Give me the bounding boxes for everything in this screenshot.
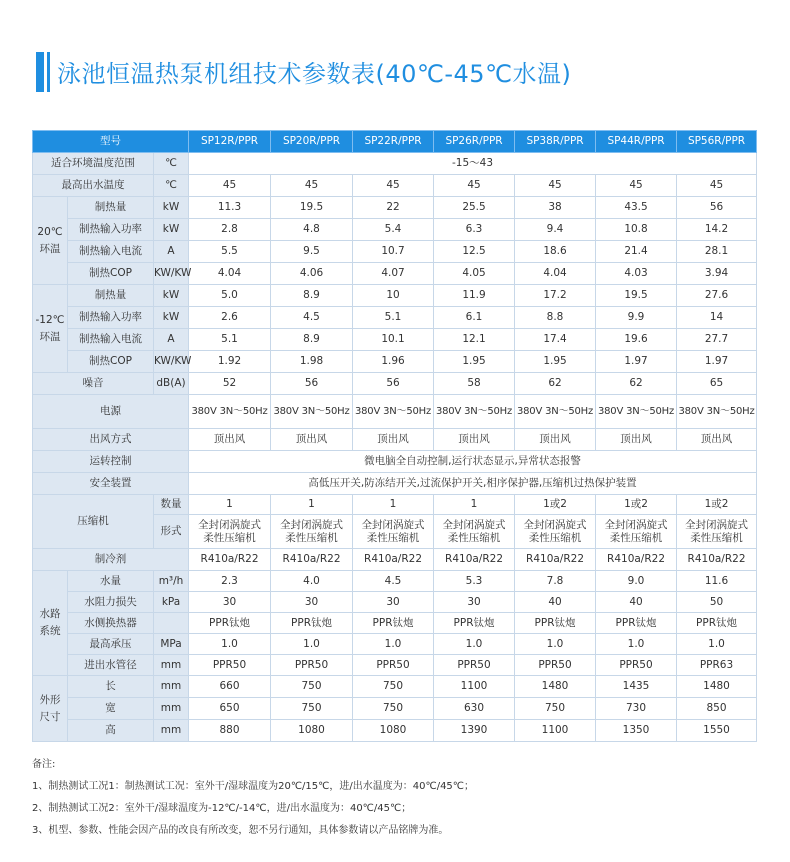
notes: [32, 754, 474, 842]
value-cell: 顶出风: [434, 429, 515, 451]
unit-cell: A: [154, 241, 189, 263]
value-cell: 1.0: [677, 634, 757, 655]
row-label: 最高出水温度: [33, 175, 154, 197]
value-cell: 45: [353, 175, 434, 197]
value-cell: PPR钛炮: [271, 613, 353, 634]
row-label: 制热输入电流: [68, 329, 154, 351]
value-cell: 1100: [515, 720, 596, 742]
water_system-row: [33, 613, 757, 634]
value-cell: 30: [353, 592, 434, 613]
value-cell: 1.98: [271, 351, 353, 373]
dimensions-row: [33, 720, 757, 742]
value-cell: 全封闭涡旋式柔性压缩机: [271, 515, 353, 549]
value-cell: 2.3: [189, 571, 271, 592]
value-cell: 10: [353, 285, 434, 307]
value-cell: 45: [677, 175, 757, 197]
value-cell: 19.6: [596, 329, 677, 351]
water_system-row: [33, 634, 757, 655]
row-label: 出风方式: [33, 429, 189, 451]
value-cell: 2.8: [189, 219, 271, 241]
value-cell: 3.94: [677, 263, 757, 285]
value-cell: 45: [515, 175, 596, 197]
value-cell: 全封闭涡旋式柔性压缩机: [677, 515, 757, 549]
value-cell: 12.5: [434, 241, 515, 263]
water_system-row: [33, 655, 757, 676]
value-cell: 750: [353, 676, 434, 698]
value-cell: 17.4: [515, 329, 596, 351]
value-cell: R410a/R22: [434, 549, 515, 571]
model-name: SP56R/PPR: [677, 131, 757, 153]
row-label: 噪音: [33, 373, 154, 395]
value-cell: 1.0: [434, 634, 515, 655]
value-cell: 50: [677, 592, 757, 613]
value-cell: 1550: [677, 720, 757, 742]
value-cell: 6.3: [434, 219, 515, 241]
value-cell: 11.9: [434, 285, 515, 307]
value-cell: 4.03: [596, 263, 677, 285]
ambient-range-row: [33, 153, 757, 175]
group_m12-row: [33, 351, 757, 373]
value-cell: 1.0: [596, 634, 677, 655]
value-cell: 1100: [434, 676, 515, 698]
value-cell: 9.5: [271, 241, 353, 263]
spec-table-body: [33, 131, 757, 742]
value-cell: 4.5: [353, 571, 434, 592]
value-cell: 1480: [677, 676, 757, 698]
group-label: 20℃ 环温: [33, 197, 68, 285]
group_m12-row: [33, 329, 757, 351]
value-cell: R410a/R22: [353, 549, 434, 571]
value-cell: 30: [271, 592, 353, 613]
group_20-row: [33, 241, 757, 263]
value-cell: 顶出风: [189, 429, 271, 451]
value-cell: 52: [189, 373, 271, 395]
value-cell: 1或2: [677, 495, 757, 515]
row-label: 电源: [33, 395, 189, 429]
value-cell: 1: [434, 495, 515, 515]
value-cell: 27.6: [677, 285, 757, 307]
row-label: 制冷剂: [33, 549, 189, 571]
value-cell: 7.8: [515, 571, 596, 592]
value-cell: PPR50: [189, 655, 271, 676]
unit-cell: kPa: [154, 592, 189, 613]
value-cell: PPR50: [271, 655, 353, 676]
value-cell: 38: [515, 197, 596, 219]
value-cell: 1435: [596, 676, 677, 698]
value-cell: 1.0: [189, 634, 271, 655]
unit-cell: kW: [154, 307, 189, 329]
value-cell: 65: [677, 373, 757, 395]
value-cell: 顶出风: [596, 429, 677, 451]
power-row: [33, 395, 757, 429]
value-cell: 380V 3N～50Hz: [677, 395, 757, 429]
title-accent-bar: [36, 52, 44, 92]
group-label: -12℃ 环温: [33, 285, 68, 373]
value-cell: 全封闭涡旋式柔性压缩机: [434, 515, 515, 549]
value-cell: 1.97: [596, 351, 677, 373]
value-cell: 19.5: [596, 285, 677, 307]
row-label: 制热量: [68, 285, 154, 307]
value-cell: 750: [515, 698, 596, 720]
page-title: 泳池恒温热泵机组技术参数表(40℃-45℃水温): [57, 60, 572, 88]
value-cell: PPR50: [596, 655, 677, 676]
value-cell: 4.06: [271, 263, 353, 285]
unit-cell: mm: [154, 676, 189, 698]
unit-cell: MPa: [154, 634, 189, 655]
value-cell: 58: [434, 373, 515, 395]
value-cell: 1480: [515, 676, 596, 698]
value-cell: PPR钛炮: [189, 613, 271, 634]
value-cell: R410a/R22: [515, 549, 596, 571]
water_system-row: [33, 571, 757, 592]
group_m12-row: [33, 285, 757, 307]
value-cell: 1: [189, 495, 271, 515]
value-cell: 45: [189, 175, 271, 197]
unit-cell: [154, 613, 189, 634]
unit-cell: kW: [154, 285, 189, 307]
model-label: 型号: [33, 131, 189, 153]
value-cell: 1.95: [515, 351, 596, 373]
value-cell: PPR钛炮: [434, 613, 515, 634]
value-cell: 顶出风: [515, 429, 596, 451]
row-label: 制热COP: [68, 263, 154, 285]
value-cell: 2.6: [189, 307, 271, 329]
value-cell: 9.4: [515, 219, 596, 241]
value-cell: 1390: [434, 720, 515, 742]
group-label: 外形 尺寸: [33, 676, 68, 742]
value-cell: PPR钛炮: [677, 613, 757, 634]
value-cell: 25.5: [434, 197, 515, 219]
value-cell: 高低压开关,防冻结开关,过流保护开关,相序保护器,压缩机过热保护装置: [189, 473, 757, 495]
unit-cell: ℃: [154, 153, 189, 175]
unit-cell: kW: [154, 219, 189, 241]
value-cell: 1.95: [434, 351, 515, 373]
value-cell: 630: [434, 698, 515, 720]
value-cell: 27.7: [677, 329, 757, 351]
value-cell: 380V 3N～50Hz: [189, 395, 271, 429]
group-label: 水路 系统: [33, 571, 68, 676]
row-label: 进出水管径: [68, 655, 154, 676]
value-cell: 1.96: [353, 351, 434, 373]
row-label: 形式: [154, 515, 189, 549]
value-cell: 8.9: [271, 329, 353, 351]
unit-cell: ℃: [154, 175, 189, 197]
value-cell: 380V 3N～50Hz: [596, 395, 677, 429]
value-cell: 18.6: [515, 241, 596, 263]
value-cell: 1或2: [515, 495, 596, 515]
value-cell: 11.6: [677, 571, 757, 592]
max-water-row: [33, 175, 757, 197]
note-item: 2、制热测试工况2：室外干/湿球温度为-12℃/-14℃，进/出水温度为：40℃/45℃；: [32, 803, 412, 814]
row-label: 水侧换热器: [68, 613, 154, 634]
note-item: 3、机型、参数、性能会因产品的改良有所改变，恕不另行通知，具体参数请以产品铭牌为准。: [32, 825, 449, 836]
control-row: [33, 451, 757, 473]
value-cell: 62: [515, 373, 596, 395]
value-cell: 14.2: [677, 219, 757, 241]
value-cell: PPR50: [434, 655, 515, 676]
value-cell: 4.04: [515, 263, 596, 285]
value-cell: 750: [271, 676, 353, 698]
value-cell: 750: [271, 698, 353, 720]
dimensions-row: [33, 676, 757, 698]
row-label: 长: [68, 676, 154, 698]
value-cell: 4.07: [353, 263, 434, 285]
value-cell: 45: [596, 175, 677, 197]
value-cell: 56: [353, 373, 434, 395]
air-out-row: [33, 429, 757, 451]
header-row: [33, 131, 757, 153]
value-cell: 1350: [596, 720, 677, 742]
group_20-row: [33, 219, 757, 241]
value-cell: R410a/R22: [677, 549, 757, 571]
model-name: SP38R/PPR: [515, 131, 596, 153]
note-item: 1、制热测试工况1：制热测试工况：室外干/湿球温度为20℃/15℃，进/出水温度为：40℃/45℃；: [32, 781, 475, 792]
value-cell: 顶出风: [677, 429, 757, 451]
value-cell: 850: [677, 698, 757, 720]
value-cell: PPR钛炮: [515, 613, 596, 634]
row-label: 数量: [154, 495, 189, 515]
value-cell: 40: [515, 592, 596, 613]
value-cell: 1或2: [596, 495, 677, 515]
dimensions-row: [33, 698, 757, 720]
value-cell: 微电脑全自动控制,运行状态显示,异常状态报警: [189, 451, 757, 473]
value-cell: 43.5: [596, 197, 677, 219]
value-cell: 880: [189, 720, 271, 742]
value-cell: 6.1: [434, 307, 515, 329]
value-cell: 730: [596, 698, 677, 720]
unit-cell: kW: [154, 197, 189, 219]
unit-cell: mm: [154, 720, 189, 742]
value-cell: 顶出风: [271, 429, 353, 451]
value-cell: 380V 3N～50Hz: [353, 395, 434, 429]
unit-cell: m³/h: [154, 571, 189, 592]
row-label: 运转控制: [33, 451, 189, 473]
value-cell: 21.4: [596, 241, 677, 263]
value-cell: 56: [677, 197, 757, 219]
value-cell: 14: [677, 307, 757, 329]
value-cell: 12.1: [434, 329, 515, 351]
value-cell: -15～43: [189, 153, 757, 175]
value-cell: 5.1: [189, 329, 271, 351]
title-accent-bar-thin: [47, 52, 50, 92]
value-cell: 1080: [271, 720, 353, 742]
value-cell: 45: [271, 175, 353, 197]
value-cell: 1080: [353, 720, 434, 742]
value-cell: 1: [271, 495, 353, 515]
value-cell: 4.0: [271, 571, 353, 592]
row-label: 适合环境温度范围: [33, 153, 154, 175]
value-cell: PPR63: [677, 655, 757, 676]
value-cell: 1.0: [515, 634, 596, 655]
row-label: 宽: [68, 698, 154, 720]
value-cell: 9.0: [596, 571, 677, 592]
value-cell: 17.2: [515, 285, 596, 307]
unit-cell: dB(A): [154, 373, 189, 395]
spec-table: [32, 130, 757, 742]
model-name: SP12R/PPR: [189, 131, 271, 153]
row-label: 安全装置: [33, 473, 189, 495]
value-cell: 56: [271, 373, 353, 395]
notes-heading: 备注:: [32, 759, 56, 770]
value-cell: PPR钛炮: [596, 613, 677, 634]
value-cell: 10.7: [353, 241, 434, 263]
value-cell: 全封闭涡旋式柔性压缩机: [189, 515, 271, 549]
group_20-row: [33, 263, 757, 285]
value-cell: PPR钛炮: [353, 613, 434, 634]
refrigerant-row: [33, 549, 757, 571]
compressor-qty-row: [33, 495, 757, 515]
value-cell: 62: [596, 373, 677, 395]
unit-cell: KW/KW: [154, 351, 189, 373]
group_m12-row: [33, 307, 757, 329]
value-cell: 660: [189, 676, 271, 698]
value-cell: 1.0: [353, 634, 434, 655]
group-label: 压缩机: [33, 495, 154, 549]
row-label: 最高承压: [68, 634, 154, 655]
value-cell: 30: [434, 592, 515, 613]
value-cell: 8.8: [515, 307, 596, 329]
value-cell: 380V 3N～50Hz: [271, 395, 353, 429]
value-cell: 4.05: [434, 263, 515, 285]
noise-row: [33, 373, 757, 395]
safety-row: [33, 473, 757, 495]
value-cell: PPR50: [353, 655, 434, 676]
value-cell: 4.04: [189, 263, 271, 285]
value-cell: 全封闭涡旋式柔性压缩机: [515, 515, 596, 549]
value-cell: 5.5: [189, 241, 271, 263]
value-cell: 5.0: [189, 285, 271, 307]
value-cell: 380V 3N～50Hz: [515, 395, 596, 429]
group_20-row: [33, 197, 757, 219]
value-cell: 28.1: [677, 241, 757, 263]
value-cell: 19.5: [271, 197, 353, 219]
unit-cell: mm: [154, 655, 189, 676]
row-label: 高: [68, 720, 154, 742]
value-cell: 顶出风: [353, 429, 434, 451]
value-cell: 4.5: [271, 307, 353, 329]
row-label: 制热输入功率: [68, 307, 154, 329]
value-cell: 750: [353, 698, 434, 720]
value-cell: R410a/R22: [189, 549, 271, 571]
value-cell: 380V 3N～50Hz: [434, 395, 515, 429]
value-cell: 1.97: [677, 351, 757, 373]
value-cell: R410a/R22: [596, 549, 677, 571]
water_system-row: [33, 592, 757, 613]
value-cell: 22: [353, 197, 434, 219]
model-name: SP44R/PPR: [596, 131, 677, 153]
row-label: 制热量: [68, 197, 154, 219]
value-cell: 9.9: [596, 307, 677, 329]
row-label: 水阻力损失: [68, 592, 154, 613]
value-cell: 5.1: [353, 307, 434, 329]
value-cell: 45: [434, 175, 515, 197]
model-name: SP20R/PPR: [271, 131, 353, 153]
value-cell: R410a/R22: [271, 549, 353, 571]
value-cell: 1.0: [271, 634, 353, 655]
value-cell: 10.1: [353, 329, 434, 351]
value-cell: 10.8: [596, 219, 677, 241]
model-name: SP26R/PPR: [434, 131, 515, 153]
unit-cell: A: [154, 329, 189, 351]
unit-cell: mm: [154, 698, 189, 720]
value-cell: 40: [596, 592, 677, 613]
row-label: 制热COP: [68, 351, 154, 373]
value-cell: 5.3: [434, 571, 515, 592]
value-cell: 8.9: [271, 285, 353, 307]
value-cell: PPR50: [515, 655, 596, 676]
row-label: 制热输入功率: [68, 219, 154, 241]
row-label: 水量: [68, 571, 154, 592]
unit-cell: KW/KW: [154, 263, 189, 285]
value-cell: 全封闭涡旋式柔性压缩机: [353, 515, 434, 549]
value-cell: 4.8: [271, 219, 353, 241]
value-cell: 30: [189, 592, 271, 613]
value-cell: 1.92: [189, 351, 271, 373]
value-cell: 650: [189, 698, 271, 720]
value-cell: 5.4: [353, 219, 434, 241]
model-name: SP22R/PPR: [353, 131, 434, 153]
row-label: 制热输入电流: [68, 241, 154, 263]
value-cell: 1: [353, 495, 434, 515]
value-cell: 全封闭涡旋式柔性压缩机: [596, 515, 677, 549]
value-cell: 11.3: [189, 197, 271, 219]
